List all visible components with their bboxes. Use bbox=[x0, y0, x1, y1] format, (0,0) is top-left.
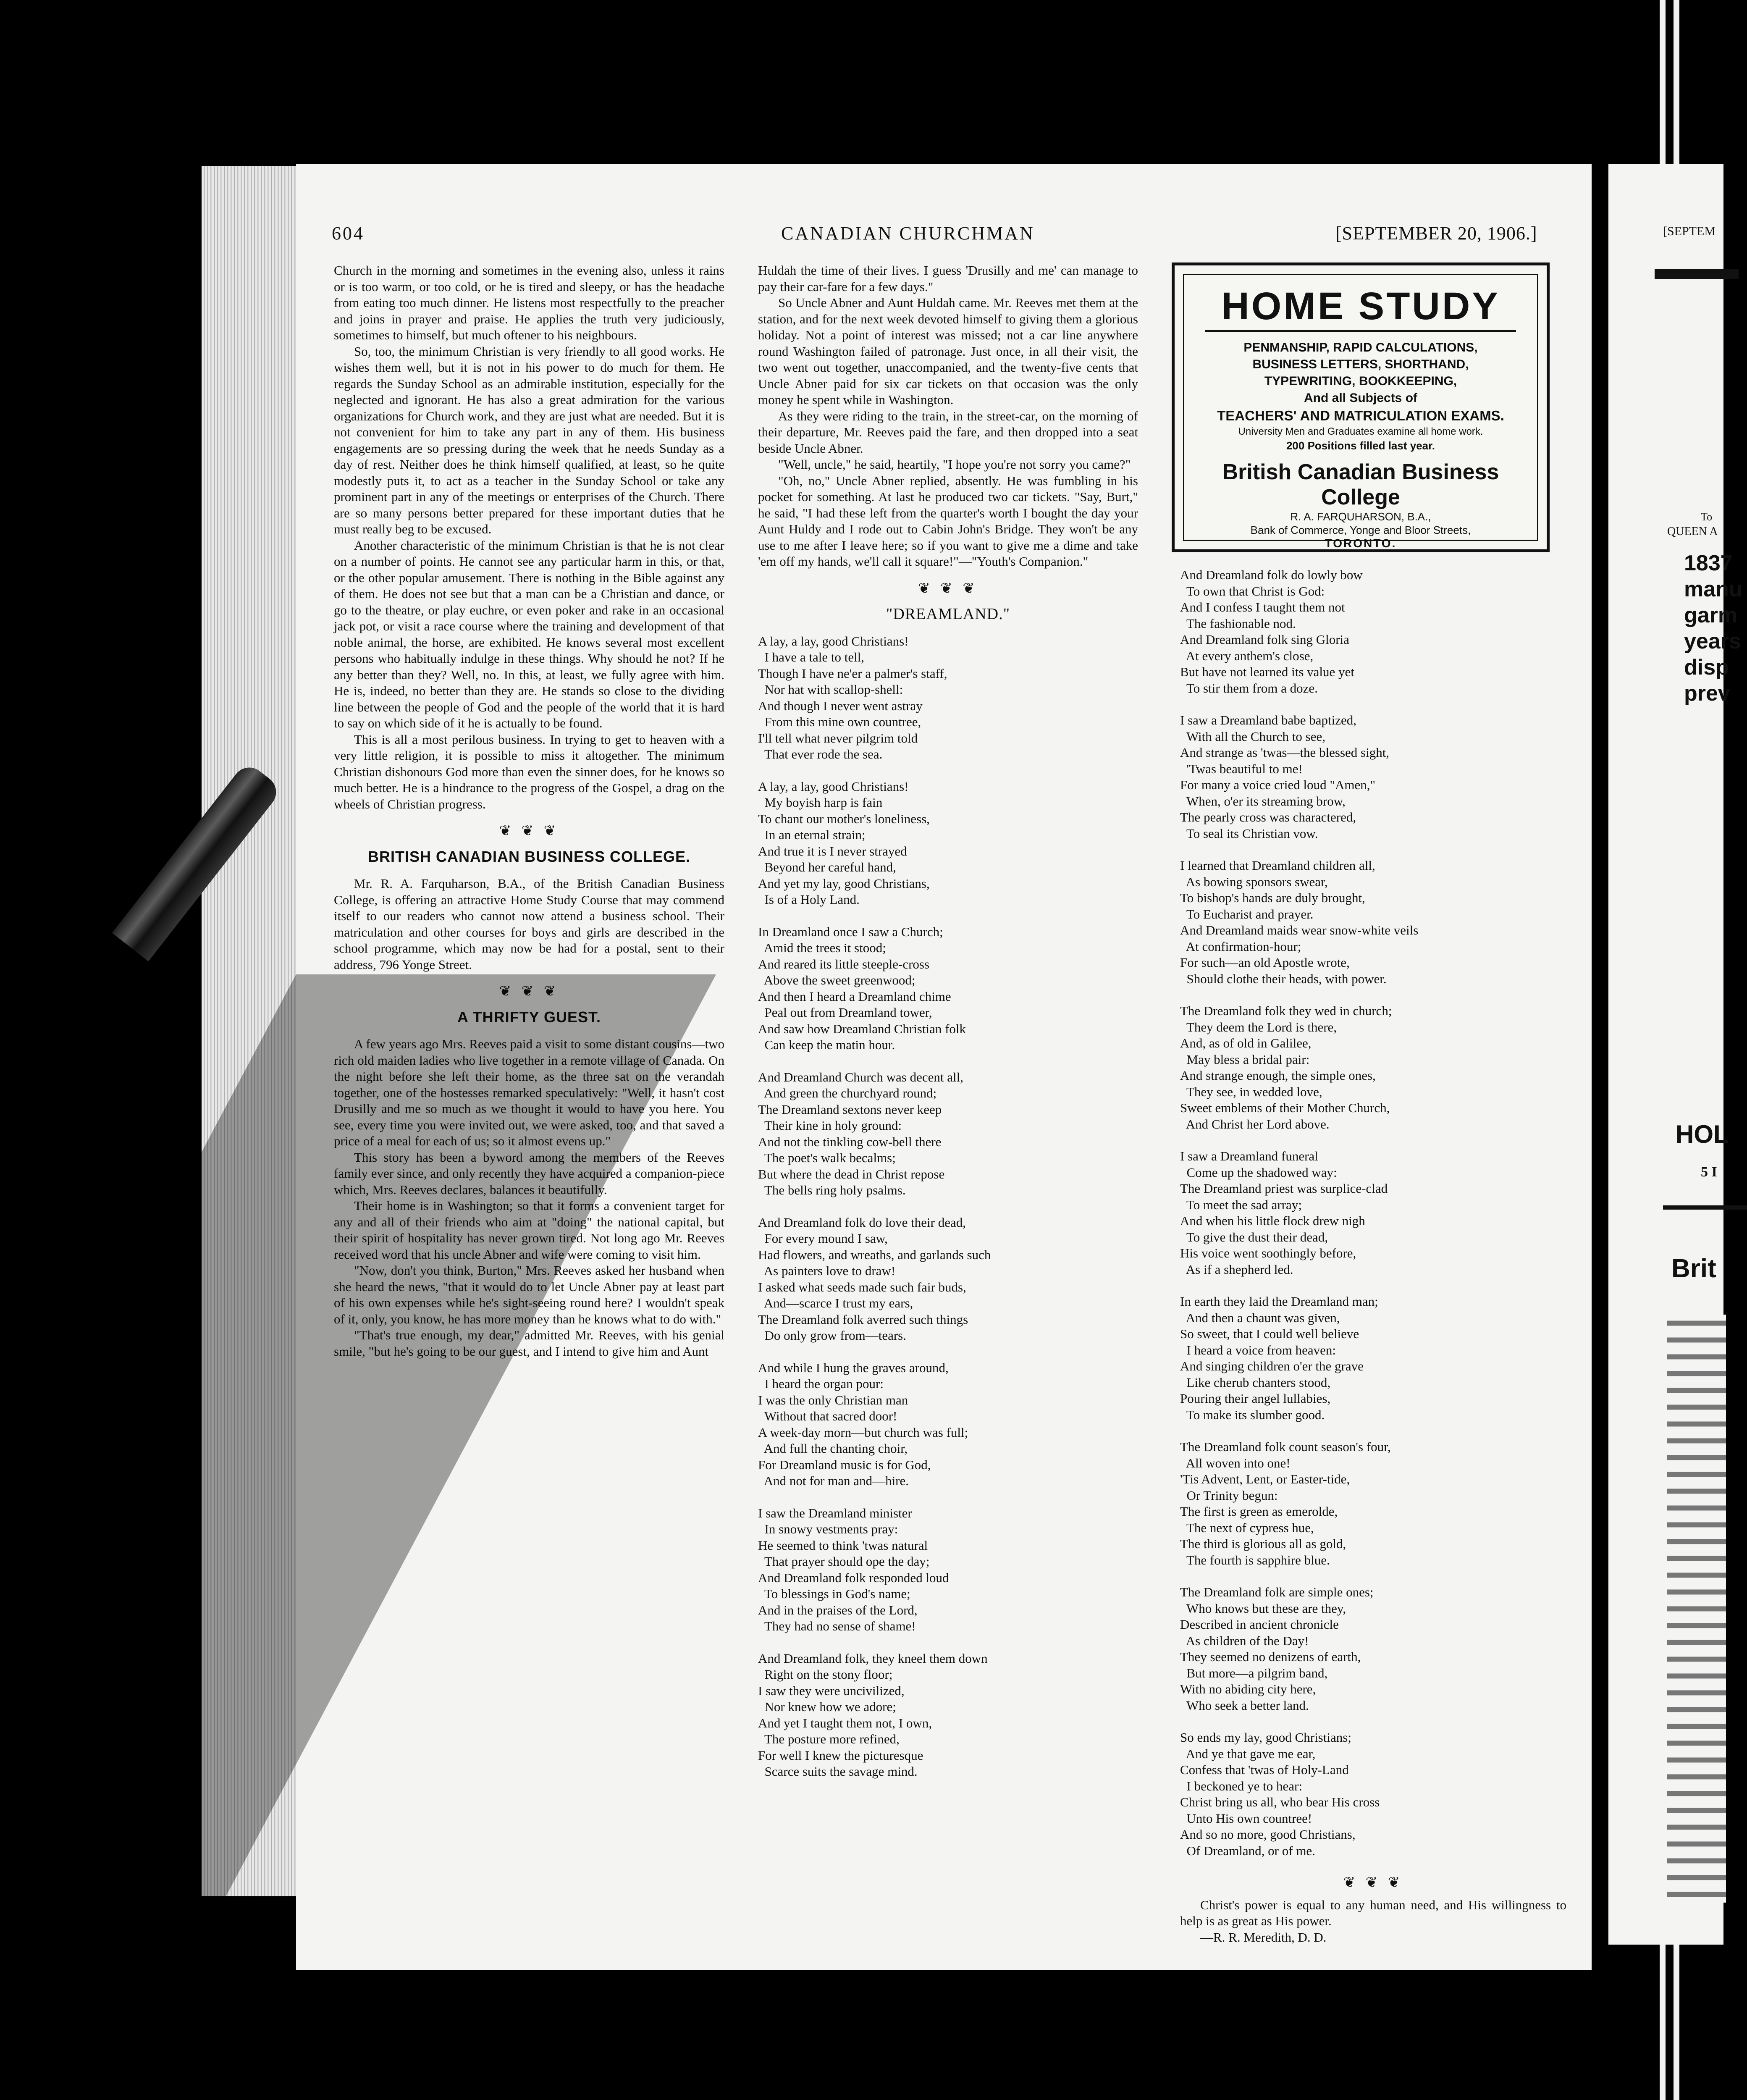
poem-line: Is of a Holy Land. bbox=[758, 892, 860, 907]
poem-line: And yet I taught them not, I own, bbox=[758, 1715, 932, 1730]
poem-line: Scarce suits the savage mind. bbox=[758, 1764, 918, 1779]
poem-part-1 bbox=[758, 633, 1138, 1780]
poem-line: To bishop's hands are duly brought, bbox=[1180, 890, 1365, 905]
facing-rule bbox=[1663, 1205, 1747, 1210]
issue-date: [SEPTEMBER 20, 1906.] bbox=[1335, 223, 1537, 244]
poem-line: To blessings in God's name; bbox=[758, 1586, 910, 1601]
poem-line: Peal out from Dreamland tower, bbox=[758, 1005, 932, 1020]
paragraph: As they were riding to the train, in the street-car, on the morning of their departure, Mr. Reeves paid the fare, and then dropped into a seat beside Uncle Abner. bbox=[758, 408, 1138, 456]
paragraph: Church in the morning and sometimes in the evening also, unless it rains or is too warm, or too cold, or he is tired and sleepy, or has the headache from eating too much dinner. He listens most respectfully to the preacher and joins in prayer and praise. He applies the truth very judiciously, sometimes to himself, but much oftener to his neighbours. bbox=[334, 263, 724, 342]
facing-text: QUEEN A bbox=[1667, 525, 1718, 538]
poem-line: For many a voice cried loud "Amen," bbox=[1180, 777, 1376, 792]
paragraph: Huldah the time of their lives. I guess 'Drusilly and me' can manage to pay their car-fare for a few days." bbox=[758, 263, 1138, 294]
quote-attribution: —R. R. Meredith, D. D. bbox=[1200, 1929, 1327, 1945]
facing-line: years bbox=[1684, 629, 1741, 654]
ornament: ❦ ❦ ❦ bbox=[1343, 1875, 1403, 1890]
poem-line: To give the dust their dead, bbox=[1180, 1229, 1328, 1244]
ad-line: BUSINESS LETTERS, SHORTHAND, bbox=[1252, 357, 1469, 371]
facing-line: prev bbox=[1684, 681, 1730, 706]
poem-line: With no abiding city here, bbox=[1180, 1682, 1316, 1696]
poem-line: May bless a bridal pair: bbox=[1180, 1052, 1310, 1067]
paragraph: Their home is in Washington; so that it forms a convenient target for any and all of their friends who aim at "doing" the national capital, but their spirit of hospitality has never grown tired. Not long ago Mr. Reeves received word that his uncle Abner and wife were coming to visit him. bbox=[334, 1198, 724, 1262]
poem-line: And Dreamland maids wear snow-white veils bbox=[1180, 923, 1419, 937]
poem-line: And Dreamland folk, they kneel them down bbox=[758, 1651, 988, 1666]
poem-line: The Dreamland folk count season's four, bbox=[1180, 1439, 1391, 1454]
poem-line: To make its slumber good. bbox=[1180, 1407, 1325, 1422]
poem-line: The next of cypress hue, bbox=[1180, 1520, 1314, 1535]
poem-line: And Dreamland folk do love their dead, bbox=[758, 1215, 966, 1230]
poem-line: I learned that Dreamland children all, bbox=[1180, 858, 1375, 873]
poem-line: The Dreamland sextons never keep bbox=[758, 1102, 942, 1117]
poem-line: My boyish harp is fain bbox=[758, 795, 883, 810]
facing-page-edge bbox=[1608, 164, 1742, 1945]
poem-line: And green the churchyard round; bbox=[758, 1086, 937, 1100]
facing-text: To bbox=[1701, 511, 1713, 523]
poem-line: Come up the shadowed way: bbox=[1180, 1165, 1337, 1180]
paragraph: "That's true enough, my dear," admitted Mr. Reeves, with his genial smile, "but he's going to be our guest, and I intend to give him and Aunt bbox=[334, 1328, 724, 1359]
poem-line: And yet my lay, good Christians, bbox=[758, 876, 930, 891]
poem-line: Beyond her careful hand, bbox=[758, 860, 896, 874]
poem-line: At confirmation-hour; bbox=[1180, 939, 1301, 954]
ad-address: Bank of Commerce, Yonge and Bloor Streets, bbox=[1250, 524, 1471, 536]
paragraph: Mr. R. A. Farquharson, B.A., of the British Canadian Business College, is offering an attractive Home Study Course that may commend itself to our readers who cannot now attend a business school. Their matriculation and other courses for boys and girls are described in the school programme, which may now be had for a postal, sent to their address, 796 Yonge Street. bbox=[334, 876, 724, 972]
ad-rule bbox=[1205, 330, 1516, 332]
poem-line: As bowing sponsors swear, bbox=[1180, 874, 1328, 889]
poem-line: I saw they were uncivilized, bbox=[758, 1683, 905, 1698]
poem-line: And then a chaunt was given, bbox=[1180, 1310, 1340, 1325]
poem-line: I was the only Christian man bbox=[758, 1392, 908, 1407]
poem-line: As painters love to draw! bbox=[758, 1263, 896, 1278]
poem-line: Christ bring us all, who bear His cross bbox=[1180, 1795, 1380, 1809]
stanza bbox=[758, 1360, 1138, 1489]
poem-line: I'll tell what never pilgrim told bbox=[758, 730, 918, 746]
poem-line: Sweet emblems of their Mother Church, bbox=[1180, 1100, 1390, 1115]
ornament: ❦ ❦ ❦ bbox=[918, 580, 978, 596]
heading-thrifty-guest: A THRIFTY GUEST. bbox=[457, 1008, 601, 1026]
poem-line: A lay, a lay, good Christians! bbox=[758, 779, 909, 794]
poem-line: As children of the Day! bbox=[1180, 1633, 1309, 1648]
poem-title: "DREAMLAND." bbox=[886, 605, 1010, 623]
poem-line: The posture more refined, bbox=[758, 1732, 900, 1746]
ad-line: 200 Positions filled last year. bbox=[1286, 439, 1435, 452]
poem-line: To seal its Christian vow. bbox=[1180, 826, 1318, 841]
poem-line: Their kine in holy ground: bbox=[758, 1118, 902, 1133]
poem-line: As if a shepherd led. bbox=[1180, 1262, 1293, 1277]
facing-heading: Brit bbox=[1671, 1254, 1716, 1283]
paragraph: This story has been a byword among the members of the Reeves family ever since, and only recently they have acquired a companion-piece which, Mrs. Reeves declares, balances it beautifully. bbox=[334, 1150, 724, 1197]
facing-line: disp bbox=[1684, 655, 1729, 680]
closing-quote: Christ's power is equal to any human need, and His willingness to help is as great as His power. bbox=[1180, 1897, 1566, 1928]
poem-line: And singing children o'er the grave bbox=[1180, 1359, 1364, 1373]
poem-line: To stir them from a doze. bbox=[1180, 680, 1318, 696]
stanza bbox=[1180, 858, 1566, 987]
poem-line: They had no sense of shame! bbox=[758, 1619, 916, 1633]
poem-line: I saw the Dreamland minister bbox=[758, 1505, 912, 1520]
poem-line: The Dreamland folk averred such things bbox=[758, 1312, 968, 1327]
poem-line: He seemed to think 'twas natural bbox=[758, 1538, 928, 1553]
stanza bbox=[1180, 567, 1566, 696]
poem-line: All woven into one! bbox=[1180, 1455, 1291, 1470]
paragraph: This is all a most perilous business. In trying to get to heaven with a very little religion, it is possible to miss it altogether. The minimum Christian dishonours God more than even the sinner does, for he knows so much better. He is a hindrance to the progress of the Gospel, a drag on the wheels of Christian progress. bbox=[334, 732, 724, 811]
poem-line: And Dreamland folk responded loud bbox=[758, 1570, 949, 1585]
poem-line: And Dreamland folk sing Gloria bbox=[1180, 632, 1349, 647]
ad-line: TEACHERS' AND MATRICULATION EXAMS. bbox=[1217, 408, 1504, 423]
ornament: ❦ ❦ ❦ bbox=[499, 823, 559, 839]
stanza bbox=[758, 924, 1138, 1053]
poem-line: They deem the Lord is there, bbox=[1180, 1019, 1337, 1034]
poem-line: When, o'er its streaming brow, bbox=[1180, 793, 1346, 808]
ad-city: TORONTO. bbox=[1325, 537, 1397, 550]
poem-line: The fourth is sapphire blue. bbox=[1180, 1552, 1330, 1567]
poem-line: And while I hung the graves around, bbox=[758, 1360, 949, 1375]
poem-line: And—scarce I trust my ears, bbox=[758, 1296, 913, 1310]
poem-line: And Christ her Lord above. bbox=[1180, 1116, 1330, 1131]
poem-line: So sweet, that I could well believe bbox=[1180, 1326, 1359, 1341]
poem-line: To own that Christ is God: bbox=[1180, 583, 1325, 598]
poem-line: The Dreamland folk are simple ones; bbox=[1180, 1585, 1374, 1599]
poem-line: Should clothe their heads, with power. bbox=[1180, 971, 1387, 986]
paragraph: A few years ago Mrs. Reeves paid a visit to some distant cousins—two rich old maiden ladies who live together in a remote village of Canada. On the night before she left their home, as the three sat on the verandah together, one of the hostesses remarked speculatively: "Well, it hasn't cost Drusilly and me so much as we thought it would to have you here. You see, every time you were invited out, we were asked, too, and that saved a price of a meal for each of us; so it almost evens up." bbox=[334, 1037, 724, 1148]
paragraph: So, too, the minimum Christian is very friendly to all good works. He wishes them well, but it is not in his power to do much for them. He regards the Sunday School as an admirable institution, especially for the neglected and ignorant. He has also a great admiration for the various organizations for Church work, and they are just what are needed. But it is not convenient for him to take any part in any of them. His business engagements are so pressing during the week that he needs Sunday as a day of rest. Neither does he think himself qualified, at least, so he quite modestly puts it, to act as a teacher in the Sunday School or take any prominent part in any of the meetings or enterprises of the Church. There are so many persons better prepared for these important duties that he must really beg to be excused. bbox=[334, 344, 724, 536]
poem-line: For Dreamland music is for God, bbox=[758, 1457, 931, 1472]
poem-line: For such—an old Apostle wrote, bbox=[1180, 955, 1350, 970]
poem-line: But where the dead in Christ repose bbox=[758, 1166, 945, 1181]
poem-line: And Dreamland Church was decent all, bbox=[758, 1069, 963, 1084]
poem-line: And not for man and—hire. bbox=[758, 1473, 909, 1488]
ad-line: TYPEWRITING, BOOKKEEPING, bbox=[1264, 374, 1457, 388]
stanza bbox=[1180, 1148, 1566, 1278]
poem-line: The fashionable nod. bbox=[1180, 616, 1296, 631]
poem-line: A lay, a lay, good Christians! bbox=[758, 633, 909, 648]
paragraph: "Well, uncle," he said, heartily, "I hope you're not sorry you came?" bbox=[778, 457, 1131, 472]
poem-line: The first is green as emerolde, bbox=[1180, 1504, 1338, 1519]
poem-line: From this mine own countree, bbox=[758, 714, 921, 729]
stanza bbox=[1180, 1584, 1566, 1714]
poem-line: 'Twas beautiful to me! bbox=[1180, 761, 1303, 776]
poem-line: Unto His own countree! bbox=[1180, 1811, 1312, 1826]
stanza bbox=[1180, 712, 1566, 842]
poem-line: Amid the trees it stood; bbox=[758, 940, 886, 955]
stanza bbox=[1180, 1730, 1566, 1859]
poem-line: And in the praises of the Lord, bbox=[758, 1602, 918, 1617]
poem-line: And strange as 'twas—the blessed sight, bbox=[1180, 745, 1390, 760]
poem-line: I saw a Dreamland funeral bbox=[1180, 1149, 1318, 1163]
poem-line: And Dreamland folk do lowly bow bbox=[1180, 567, 1363, 582]
poem-line: To meet the sad array; bbox=[1180, 1197, 1302, 1212]
ornament: ❦ ❦ ❦ bbox=[499, 984, 559, 999]
poem-part-2 bbox=[1180, 567, 1566, 1859]
stanza bbox=[758, 1069, 1138, 1199]
poem-line: And strange enough, the simple ones, bbox=[1180, 1068, 1376, 1083]
poem-line: Confess that 'twas of Holy-Land bbox=[1180, 1762, 1349, 1777]
stanza bbox=[758, 779, 1138, 908]
poem-line: Who seek a better land. bbox=[1180, 1698, 1309, 1713]
stanza bbox=[758, 1215, 1138, 1344]
facing-line: 1837 bbox=[1684, 551, 1733, 575]
poem-line: And full the chanting choir, bbox=[758, 1441, 908, 1456]
poem-line: The bells ring holy psalms. bbox=[758, 1183, 906, 1197]
poem-line: Do only grow from—tears. bbox=[758, 1328, 906, 1343]
paragraph: "Now, don't you think, Burton," Mrs. Reeves asked her husband when she heard the news, "that it would do to let Uncle Abner pay at least part of his own expenses while he's sight-seeing round here? I wouldn't speak of it, only, you know, he has more money than he knows what to do with." bbox=[334, 1263, 724, 1326]
poem-line: I have a tale to tell, bbox=[758, 650, 865, 664]
poem-line: For well I knew the picturesque bbox=[758, 1748, 923, 1763]
poem-line: I beckoned ye to hear: bbox=[1180, 1778, 1302, 1793]
poem-line: Without that sacred door! bbox=[758, 1409, 897, 1423]
poem-line: Nor knew how we adore; bbox=[758, 1699, 896, 1714]
facing-heading: HOL bbox=[1676, 1120, 1729, 1148]
ad-line: University Men and Graduates examine all home work. bbox=[1238, 426, 1483, 437]
poem-line: The Dreamland priest was surplice-clad bbox=[1180, 1181, 1388, 1196]
poem-line: The Dreamland folk they wed in church; bbox=[1180, 1003, 1392, 1018]
paragraph: So Uncle Abner and Aunt Huldah came. Mr. Reeves met them at the station, and for the next week devoted himself to giving them a glorious holiday. Not a point of interest was missed; not a car line anywhere round Washington failed of patronage. Just once, in all their visit, the two went out together, unaccompanied, and the twenty-five cents that Uncle Abner paid for six car tickets on that occasion was the only money he spent while in Washington. bbox=[758, 295, 1138, 407]
poem-line: And saw how Dreamland Christian folk bbox=[758, 1021, 966, 1036]
poem-line: Who knows but these are they, bbox=[1180, 1601, 1346, 1616]
poem-line: Had flowers, and wreaths, and garlands such bbox=[758, 1247, 991, 1262]
facing-text: 5 I bbox=[1701, 1164, 1717, 1180]
poem-line: They seemed no denizens of earth, bbox=[1180, 1649, 1361, 1664]
poem-line: That prayer should ope the day; bbox=[758, 1554, 930, 1569]
stanza bbox=[1180, 1294, 1566, 1423]
ad-inner-border bbox=[1183, 274, 1538, 550]
poem-line: Like cherub chanters stood, bbox=[1180, 1375, 1331, 1390]
poem-line: So ends my lay, good Christians; bbox=[1180, 1730, 1351, 1745]
ad-line: PENMANSHIP, RAPID CALCULATIONS, bbox=[1243, 341, 1478, 354]
page-number: 604 bbox=[332, 223, 365, 244]
poem-line: And when his little flock drew nigh bbox=[1180, 1213, 1365, 1228]
poem-line: In earth they laid the Dreamland man; bbox=[1180, 1294, 1378, 1309]
poem-line: And not the tinkling cow-bell there bbox=[758, 1134, 942, 1149]
poem-line: In Dreamland once I saw a Church; bbox=[758, 924, 943, 939]
poem-line: They see, in wedded love, bbox=[1180, 1084, 1322, 1099]
poem-line: The pearly cross was charactered, bbox=[1180, 810, 1356, 824]
poem-line: Above the sweet greenwood; bbox=[758, 973, 915, 987]
facing-line: manu bbox=[1684, 577, 1742, 601]
poem-line: And I confess I taught them not bbox=[1180, 600, 1345, 614]
poem-line: In snowy vestments pray: bbox=[758, 1522, 898, 1536]
poem-line: At every anthem's close, bbox=[1180, 648, 1314, 663]
column-2 bbox=[758, 262, 1138, 1796]
poem-line: And, as of old in Galilee, bbox=[1180, 1036, 1312, 1050]
ad-line: And all Subjects of bbox=[1304, 391, 1418, 405]
poem-line: A week-day morn—but church was full; bbox=[758, 1425, 968, 1440]
poem-line: I heard the organ pour: bbox=[758, 1376, 884, 1391]
poem-line: Described in ancient chronicle bbox=[1180, 1617, 1339, 1632]
poem-line: I asked what seeds made such fair buds, bbox=[758, 1279, 966, 1294]
poem-line: But have not learned its value yet bbox=[1180, 664, 1354, 679]
poem-line: Pouring their angel lullabies, bbox=[1180, 1391, 1331, 1406]
poem-line: Or Trinity begun: bbox=[1180, 1488, 1278, 1503]
facing-header: [SEPTEM bbox=[1663, 224, 1716, 238]
paragraph: "Oh, no," Uncle Abner replied, absently. He was fumbling in his pocket for something. At last he produced two car tickets. "Say, Burt," he said, "I had these left from the quarter's worth I bought the day your Aunt Huldy and I rode out to Cabin John's Bridge. They won't be any use to me after I leave here; so if you want to give me a dime and take 'em off my hands, we'll call it square!"—"Youth's Companion." bbox=[758, 473, 1138, 569]
poem-line: The poet's walk becalms; bbox=[758, 1150, 896, 1165]
stanza bbox=[1180, 1003, 1566, 1132]
poem-line: To chant our mother's loneliness, bbox=[758, 811, 930, 826]
poem-line: That ever rode the sea. bbox=[758, 747, 883, 761]
poem-line: With all the Church to see, bbox=[1180, 729, 1325, 744]
paragraph: Another characteristic of the minimum Christian is that he is not clear on a number of points. He cannot see any particular harm in this, or that, or the other popular amusement. There is nothing in the Bible against any of them. He does not see but that a man can be a Christian and dance, or go to the theatre, or play euchre, or even poker and rake in an occasional jack pot, or visit a race course where the training and development of that noble animal, the horse, are exhibited. He knows several most excellent persons who habitually indulge in these things. Why should he not? If he any better than they? Well, no. In this, at least, we fully agree with him. He is, indeed, no better than they are. He stands so close to the dividing line between the people of God and the people of the world that it is hard to say on which side of it he is actually to be found. bbox=[334, 538, 724, 730]
stanza bbox=[758, 1651, 1138, 1780]
poem-line: And reared its little steeple-cross bbox=[758, 956, 930, 971]
facing-rule bbox=[1655, 269, 1739, 279]
poem-line: Of Dreamland, or of me. bbox=[1180, 1843, 1315, 1858]
poem-line: The third is glorious all as gold, bbox=[1180, 1536, 1346, 1551]
poem-line: To Eucharist and prayer. bbox=[1180, 906, 1314, 921]
poem-line: In an eternal strain; bbox=[758, 827, 866, 842]
poem-line: 'Tis Advent, Lent, or Easter-tide, bbox=[1180, 1472, 1350, 1486]
poem-line: And true it is I never strayed bbox=[758, 843, 907, 858]
masthead-title: CANADIAN CHURCHMAN bbox=[781, 223, 1035, 244]
poem-line: His voice went soothingly before, bbox=[1180, 1246, 1356, 1260]
poem-line: I saw a Dreamland babe baptized, bbox=[1180, 713, 1357, 727]
facing-big-text bbox=[1684, 550, 1742, 706]
poem-line: And so no more, good Christians, bbox=[1180, 1827, 1356, 1842]
poem-line: Nor hat with scallop-shell: bbox=[758, 682, 903, 697]
poem-line: And ye that gave me ear, bbox=[1180, 1746, 1316, 1761]
stanza bbox=[1180, 1439, 1566, 1568]
poem-line: And then I heard a Dreamland chime bbox=[758, 989, 951, 1004]
poem-line: I heard a voice from heaven: bbox=[1180, 1342, 1336, 1357]
facing-line: garm bbox=[1684, 603, 1738, 627]
stanza bbox=[758, 633, 1138, 763]
facing-column-fragment bbox=[1667, 1315, 1726, 1903]
poem-line: And though I never went astray bbox=[758, 698, 923, 713]
stanza bbox=[758, 1505, 1138, 1635]
ad-principal: R. A. FARQUHARSON, B.A., bbox=[1290, 510, 1431, 523]
poem-line: For every mound I saw, bbox=[758, 1231, 888, 1246]
heading-business-college: BRITISH CANADIAN BUSINESS COLLEGE. bbox=[367, 848, 691, 865]
poem-line: Right on the stony floor; bbox=[758, 1667, 893, 1682]
ad-title: HOME STUDY bbox=[1221, 285, 1500, 328]
ad-college-name: British Canadian Business College bbox=[1222, 460, 1499, 509]
home-study-advertisement bbox=[1172, 262, 1550, 552]
poem-line: Though I have ne'er a palmer's staff, bbox=[758, 666, 947, 681]
poem-line: Can keep the matin hour. bbox=[758, 1037, 895, 1052]
poem-line: But more—a pilgrim band, bbox=[1180, 1665, 1328, 1680]
column-3 bbox=[1180, 567, 1566, 1945]
